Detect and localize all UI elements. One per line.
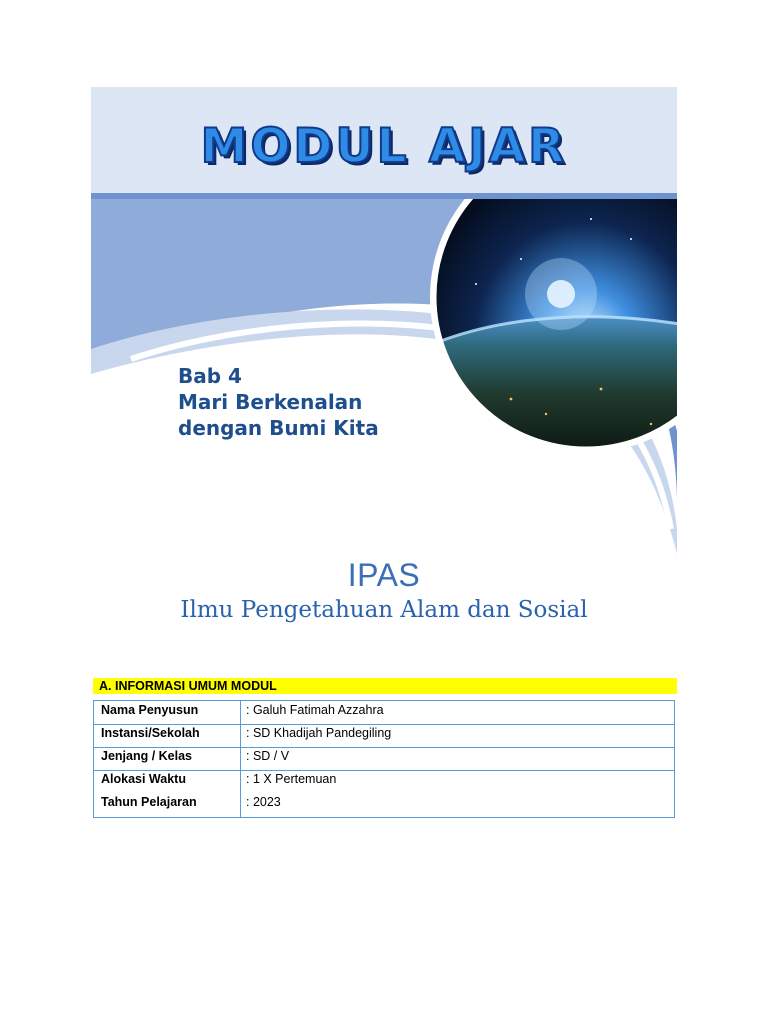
table-row <box>94 793 674 816</box>
row-label: Nama Penyusun <box>101 703 199 717</box>
title-band <box>91 87 677 193</box>
subject-full-name: Ilmu Pengetahuan Alam dan Sosial <box>180 597 588 623</box>
chapter-number: Bab 4 <box>178 364 242 388</box>
table-row <box>94 724 674 748</box>
row-label: Alokasi Waktu <box>101 772 186 786</box>
chapter-heading <box>178 363 379 441</box>
table-row <box>94 747 674 771</box>
row-label: Tahun Pelajaran <box>101 795 197 809</box>
row-value: : 1 X Pertemuan <box>246 772 337 786</box>
table-row <box>94 701 674 725</box>
table-row <box>94 770 674 793</box>
chapter-title-line-1: Mari Berkenalan <box>178 390 363 414</box>
row-label: Jenjang / Kelas <box>101 749 193 763</box>
row-value: : SD / V <box>246 749 290 763</box>
section-heading <box>93 678 677 694</box>
module-info-table <box>93 700 675 818</box>
row-value: : 2023 <box>246 795 281 809</box>
cover-title: MODUL AJAR <box>200 119 568 174</box>
row-label: Instansi/Sekolah <box>101 726 200 740</box>
chapter-title-line-2: dengan Bumi Kita <box>178 416 379 440</box>
cover-page <box>91 87 677 633</box>
row-value: : SD Khadijah Pandegiling <box>246 726 392 740</box>
row-value: : Galuh Fatimah Azzahra <box>246 703 384 717</box>
section-heading-text: A. INFORMASI UMUM MODUL <box>99 679 277 693</box>
subject-abbreviation: IPAS <box>347 557 421 593</box>
